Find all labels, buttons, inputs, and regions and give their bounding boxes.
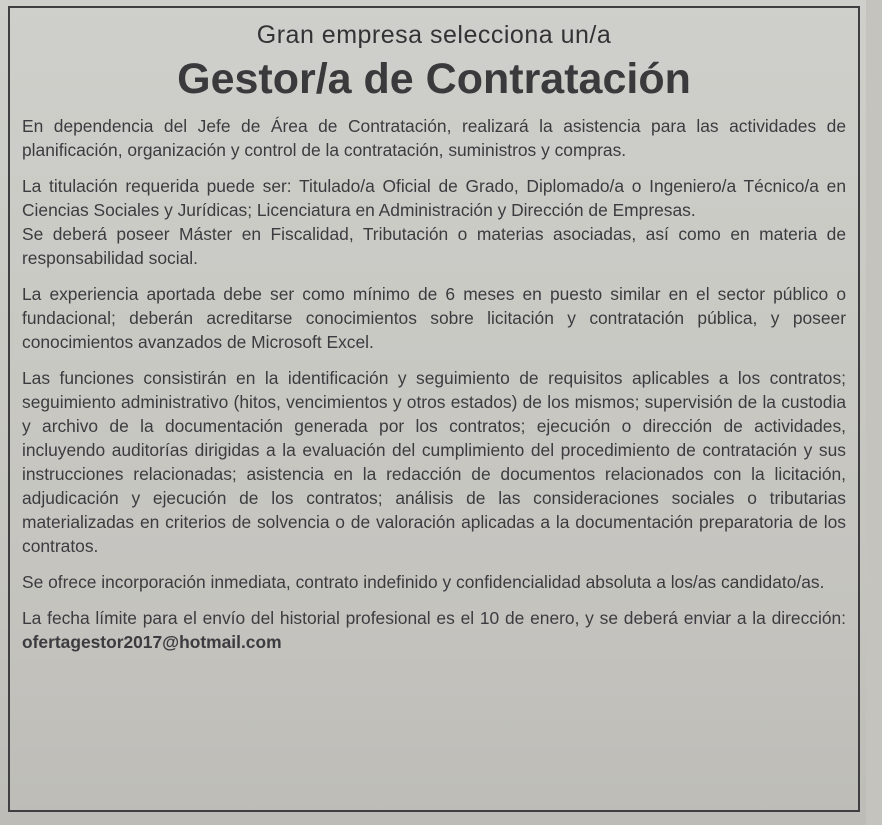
paragraph-deadline [22, 606, 846, 654]
paragraph-functions: Las funciones consistirán en la identificación y seguimiento de requisitos aplicables a los contratos; seguimiento administrativo (hitos, vencimientos y otros estados) de los mismos; supervisión de la custodia y archivo de la documentación generada por los contratos; ejecución o dirección de actividades, incluyendo auditorías dirigidas a la evaluación del cumplimiento del procedimiento de contratación y sus instrucciones relacionadas; asistencia en la redacción de documentos relacionados con la licitación, adjudicación y ejecución de los contratos; análisis de las consideraciones sociales o tributarias materializadas en criterios de solvencia o de valoración aplicadas a la documentación preparatoria de los contratos. [22, 368, 846, 556]
job-ad-box [8, 6, 860, 812]
deadline-text: La fecha límite para el envío del historial profesional es el 10 de enero, y se deberá enviar a la dirección: [22, 608, 846, 628]
paragraph-qualifications [22, 174, 846, 270]
paragraph-experience: La experiencia aportada debe ser como mínimo de 6 meses en puesto similar en el sector público o fundacional; deberán acreditarse conocimientos sobre licitación y contratación pública, y poseer conocimientos avanzados de Microsoft Excel. [22, 284, 846, 352]
paragraph-offer: Se ofrece incorporación inmediata, contrato indefinido y confidencialidad absoluta a los/as candidato/as. [22, 572, 825, 592]
contact-email: ofertagestor2017@hotmail.com [22, 632, 282, 652]
adjacent-column-edge [866, 0, 882, 825]
paragraph-role: En dependencia del Jefe de Área de Contratación, realizará la asistencia para las actividades de planificación, organización y control de la contratación, suministros y compras. [22, 116, 846, 160]
ad-pre-title: Gran empresa selecciona un/a [256, 21, 612, 49]
ad-title: Gestor/a de Contratación [177, 55, 691, 103]
qualifications-master: Se deberá poseer Máster en Fiscalidad, Tributación o materias asociadas, así como en materia de responsabilidad social. [22, 224, 846, 268]
qualifications-degree: La titulación requerida puede ser: Titulado/a Oficial de Grado, Diplomado/a o Ingeniero/a Técnico/a en Ciencias Sociales y Jurídicas; Licenciatura en Administración y Dirección de Empresas. [22, 176, 846, 220]
job-ad-content [22, 20, 846, 666]
